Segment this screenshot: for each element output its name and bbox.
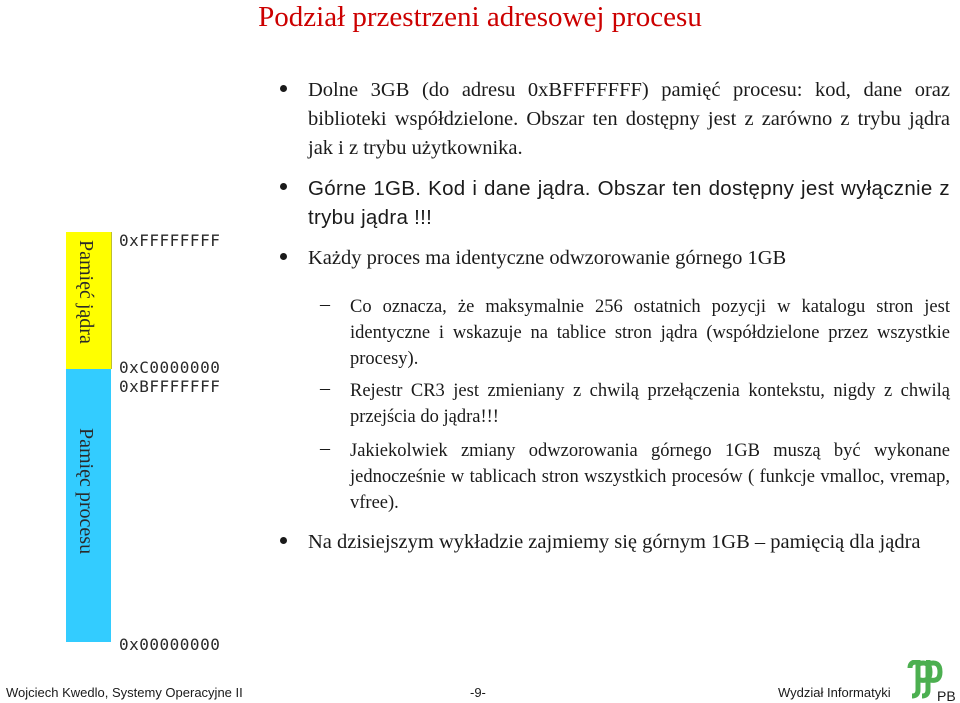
sub-bullet-text: Jakiekolwiek zmiany odwzorowania górnego 1GB muszą być wykonane jednocześnie w tablicach stron wszystkich procesów ( funkcje vmalloc, vremap, vfree). [350, 441, 950, 513]
sub-bullet-text: Co oznacza, że maksymalnie 256 ostatnich pozycji w katalogu stron jest identyczne i wskazuje na tablice stron jądra (współdzielone przez wszystkie procesy). [350, 297, 950, 369]
bullet-text: Dolne 3GB (do adresu 0xBFFFFFFF) pamięć procesu: kod, dane oraz biblioteki współdzielone. Obszar ten dostępny jest z zarówno z trybu jądra jak i z trybu użytkownika. [308, 79, 950, 159]
bullet-text: Każdy proces ma identyczne odwzorowanie górnego 1GB [308, 247, 787, 269]
slide-title: Podział przestrzeni adresowej procesu [258, 1, 702, 33]
bullet-text: Na dzisiejszym wykładzie zajmiemy się górnym 1GB – pamięcią dla jądra [308, 531, 921, 553]
sub-bullet-item [320, 378, 950, 430]
kernel-memory-label: Pamięć jądra [75, 240, 97, 344]
address-bottom: 0x00000000 [119, 635, 221, 654]
bullet-item [280, 76, 950, 163]
footer-author: Wojciech Kwedlo, Systemy Operacyjne II [6, 685, 243, 700]
bullet-dot-icon [280, 537, 287, 544]
user-memory-label: Pamięc procesu [75, 428, 97, 555]
bullet-dot-icon [280, 253, 287, 260]
dash-icon: – [320, 437, 330, 459]
bullet-dot-icon [280, 85, 287, 92]
dash-icon: – [320, 293, 330, 315]
bullet-dot-icon [280, 183, 287, 190]
address-user-end: 0xBFFFFFFF [119, 377, 221, 396]
address-kernel-start: 0xC0000000 [119, 358, 221, 377]
bullet-item [280, 244, 950, 273]
bullet-text: Górne 1GB. Kod i dane jądra. Obszar ten dostępny jest wyłącznie z trybu jądra !!! [308, 177, 950, 229]
footer-page-number: -9- [470, 685, 486, 700]
address-top: 0xFFFFFFFF [119, 231, 221, 250]
bullet-item [280, 528, 950, 557]
sub-bullet-item [320, 438, 950, 516]
university-logo-icon [904, 660, 956, 702]
sub-bullet-text: Rejestr CR3 jest zmieniany z chwilą przełączenia kontekstu, nigdy z chwilą przejścia do jądra!!! [350, 381, 950, 427]
logo-text: PB [937, 688, 956, 702]
footer-faculty: Wydział Informatyki [778, 685, 891, 700]
bullet-item [280, 174, 950, 232]
dash-icon: – [320, 377, 330, 399]
sub-bullet-item [320, 294, 950, 372]
